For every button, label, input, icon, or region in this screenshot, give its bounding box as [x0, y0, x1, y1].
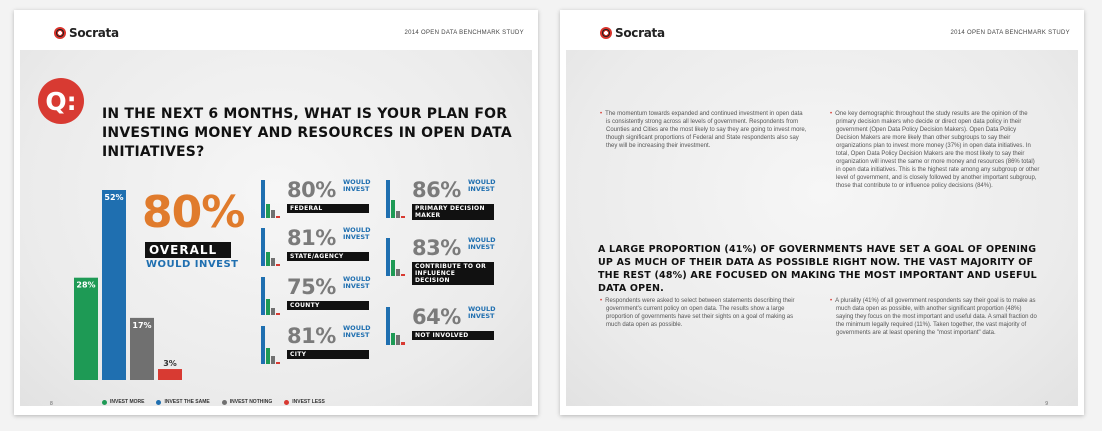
- segment-mini-bar: [276, 313, 280, 315]
- segment-mini-bar: [396, 335, 400, 345]
- segment-would-invest: WOULD INVEST: [468, 236, 496, 251]
- segment-mini-bar: [276, 216, 280, 218]
- overall-label: OVERALL: [145, 242, 231, 258]
- segment-mini-bar: [266, 252, 270, 266]
- segment-mini-bar: [386, 307, 390, 345]
- highlight-statement: A LARGE PROPORTION (41%) OF GOVERNMENTS HAVE SET A GOAL OF OPENING UP AS MUCH OF THEIR DATA AS POSSIBLE RIGHT NOW. THE VAST MAJORITY OF THE REST (48%) ARE FOCUSED ON MAKING THE MOST IMPORTANT AND USEFUL DATA OPEN.: [598, 244, 1037, 294]
- segment-percent: 81%: [287, 226, 336, 250]
- segment-mini-bar: [396, 211, 400, 218]
- segment-mini-bar: [391, 260, 395, 276]
- study-title: 2014 OPEN DATA BENCHMARK STUDY: [404, 30, 524, 36]
- segment-would-invest: WOULD INVEST: [343, 324, 371, 339]
- bar-value-label: 28%: [76, 280, 96, 290]
- socrata-logo: [54, 26, 119, 40]
- segment-label: NOT INVOLVED: [412, 331, 494, 340]
- study-title: 2014 OPEN DATA BENCHMARK STUDY: [950, 30, 1070, 36]
- segment-mini-chart: [386, 236, 410, 276]
- segment-block: [386, 178, 504, 222]
- overall-percent: 80%: [142, 187, 245, 238]
- segment-mini-bar: [261, 326, 265, 364]
- segment-label: CITY: [287, 350, 369, 359]
- paragraph-respondents: [598, 297, 808, 329]
- bullet-icon: •: [830, 111, 833, 117]
- segment-percent: 80%: [287, 178, 336, 202]
- segment-mini-chart: [261, 324, 285, 364]
- segment-mini-chart: [261, 226, 285, 266]
- segment-block: [386, 305, 504, 349]
- legend-label: INVEST NOTHING: [229, 399, 273, 405]
- bullet-icon: •: [600, 298, 603, 304]
- paragraph-text: Respondents were asked to select between statements describing their government's current policy on open data. The results show a large proportion of governments have set their sights on a goal of making as much data open as possible.: [605, 298, 795, 328]
- legend-dot: [222, 400, 227, 405]
- paragraph-text: A plurality (41%) of all government respondents say their goal is to make as much data open as possible, with another significant proportion (48%) saying they focus on the most important and useful data. A small fraction do the minimum legally required (11%). Taken together, the vast majority of governments are at least opening the "most important" data.: [835, 298, 1037, 336]
- page-number: 8: [50, 401, 53, 407]
- segment-mini-bar: [391, 333, 395, 345]
- legend-dot: [156, 400, 161, 405]
- segment-mini-bar: [276, 264, 280, 266]
- segment-block: [261, 226, 379, 270]
- legend-label: INVEST THE SAME: [164, 399, 210, 405]
- legend-item: [222, 399, 273, 405]
- segment-mini-bar: [386, 180, 390, 218]
- paragraph-plurality: [828, 297, 1040, 337]
- segment-label: COUNTY: [287, 301, 369, 310]
- segment-mini-bar: [271, 258, 275, 266]
- segment-percent: 75%: [287, 275, 336, 299]
- segment-would-invest: WOULD INVEST: [343, 275, 371, 290]
- bar-value-label: 3%: [163, 359, 177, 369]
- segment-block: [261, 324, 379, 368]
- bar-invest-less: [158, 369, 182, 380]
- segment-block: [386, 236, 504, 284]
- right-page: [560, 10, 1084, 415]
- legend-item: [284, 399, 325, 405]
- content-background: [566, 50, 1078, 406]
- question-heading: IN THE NEXT 6 MONTHS, WHAT IS YOUR PLAN FOR INVESTING MONEY AND RESOURCES IN OPEN DATA INITIATIVES?: [102, 106, 512, 160]
- segment-would-invest: WOULD INVEST: [343, 226, 371, 241]
- paragraph-momentum: [598, 110, 808, 150]
- segment-mini-bar: [266, 299, 270, 315]
- segment-mini-bar: [396, 269, 400, 276]
- socrata-logo-icon: [54, 27, 66, 39]
- paragraph-text: The momentum towards expanded and continued investment in open data is consistently strong across all levels of government. Respondents from Counties and Cities are the most likely to say they are going to invest more, though significant proportions of Federal and State respondents also say they will be increasing their investment.: [605, 111, 807, 149]
- legend-dot: [284, 400, 289, 405]
- segment-mini-bar: [261, 180, 265, 218]
- paragraph-text: One key demographic throughout the study results are the opinion of the primary decision makers who decide or direct open data policy in their government (Open Data Policy Decision Makers). Open Data Policy Decision Makers are more likely than other subgroups to say their organizations plan to invest more money (37%) in open data initiatives. In total, Open Data Policy Decision Makers are the most likely to say their organization will invest the same or more money and resources (86% total) in open data initiatives. This is the highest rate among any subgroup or other level of government, and is closely followed by another important subgroup, those that contribute to or influence policy decisions (84%).: [835, 111, 1040, 189]
- legend-label: INVEST LESS: [292, 399, 325, 405]
- chart-legend: [102, 399, 325, 405]
- segment-mini-chart: [386, 305, 410, 345]
- legend-item: [156, 399, 209, 405]
- segment-mini-chart: [261, 178, 285, 218]
- overall-would-invest: WOULD INVEST: [146, 259, 239, 270]
- bar-invest-the-same: [102, 190, 126, 380]
- segment-label: FEDERAL: [287, 204, 369, 213]
- segment-mini-bar: [271, 308, 275, 315]
- segment-mini-bar: [401, 342, 405, 345]
- legend-item: [102, 399, 144, 405]
- segment-mini-bar: [261, 228, 265, 266]
- bar-invest-more: [74, 278, 98, 380]
- legend-dot: [102, 400, 107, 405]
- socrata-logo: [600, 26, 665, 40]
- segment-mini-bar: [276, 362, 280, 364]
- segment-would-invest: WOULD INVEST: [468, 178, 496, 193]
- segment-mini-bar: [271, 210, 275, 218]
- bullet-icon: •: [600, 111, 603, 117]
- logo-text: Socrata: [69, 26, 119, 40]
- question-badge: Q:: [38, 78, 84, 124]
- segment-label: CONTRIBUTE TO OR INFLUENCE DECISION: [412, 262, 494, 285]
- segment-mini-chart: [261, 275, 285, 315]
- segment-mini-bar: [401, 216, 405, 218]
- segment-block: [261, 275, 379, 319]
- segment-mini-bar: [261, 277, 265, 315]
- left-page: [14, 10, 538, 415]
- logo-text: Socrata: [615, 26, 665, 40]
- segment-mini-bar: [271, 356, 275, 364]
- bar-value-label: 52%: [104, 193, 124, 202]
- page-number: 9: [1045, 401, 1048, 407]
- segment-percent: 86%: [412, 178, 461, 202]
- legend-label: INVEST MORE: [110, 399, 145, 405]
- segment-mini-bar: [266, 204, 270, 218]
- segment-block: [261, 178, 379, 222]
- bullet-icon: •: [830, 298, 833, 304]
- segment-percent: 83%: [412, 236, 461, 260]
- segment-percent: 64%: [412, 305, 461, 329]
- segment-percent: 81%: [287, 324, 336, 348]
- segment-mini-chart: [386, 178, 410, 218]
- socrata-logo-icon: [600, 27, 612, 39]
- segment-would-invest: WOULD INVEST: [343, 178, 371, 193]
- segment-mini-bar: [401, 274, 405, 276]
- segment-label: PRIMARY DECISION MAKER: [412, 204, 494, 220]
- segment-would-invest: WOULD INVEST: [468, 305, 496, 320]
- segment-mini-bar: [386, 238, 390, 276]
- paragraph-decision-makers: [828, 110, 1040, 190]
- segment-mini-bar: [266, 348, 270, 364]
- segment-label: STATE/AGENCY: [287, 252, 369, 261]
- bar-value-label: 17%: [132, 320, 152, 330]
- segment-mini-bar: [391, 200, 395, 218]
